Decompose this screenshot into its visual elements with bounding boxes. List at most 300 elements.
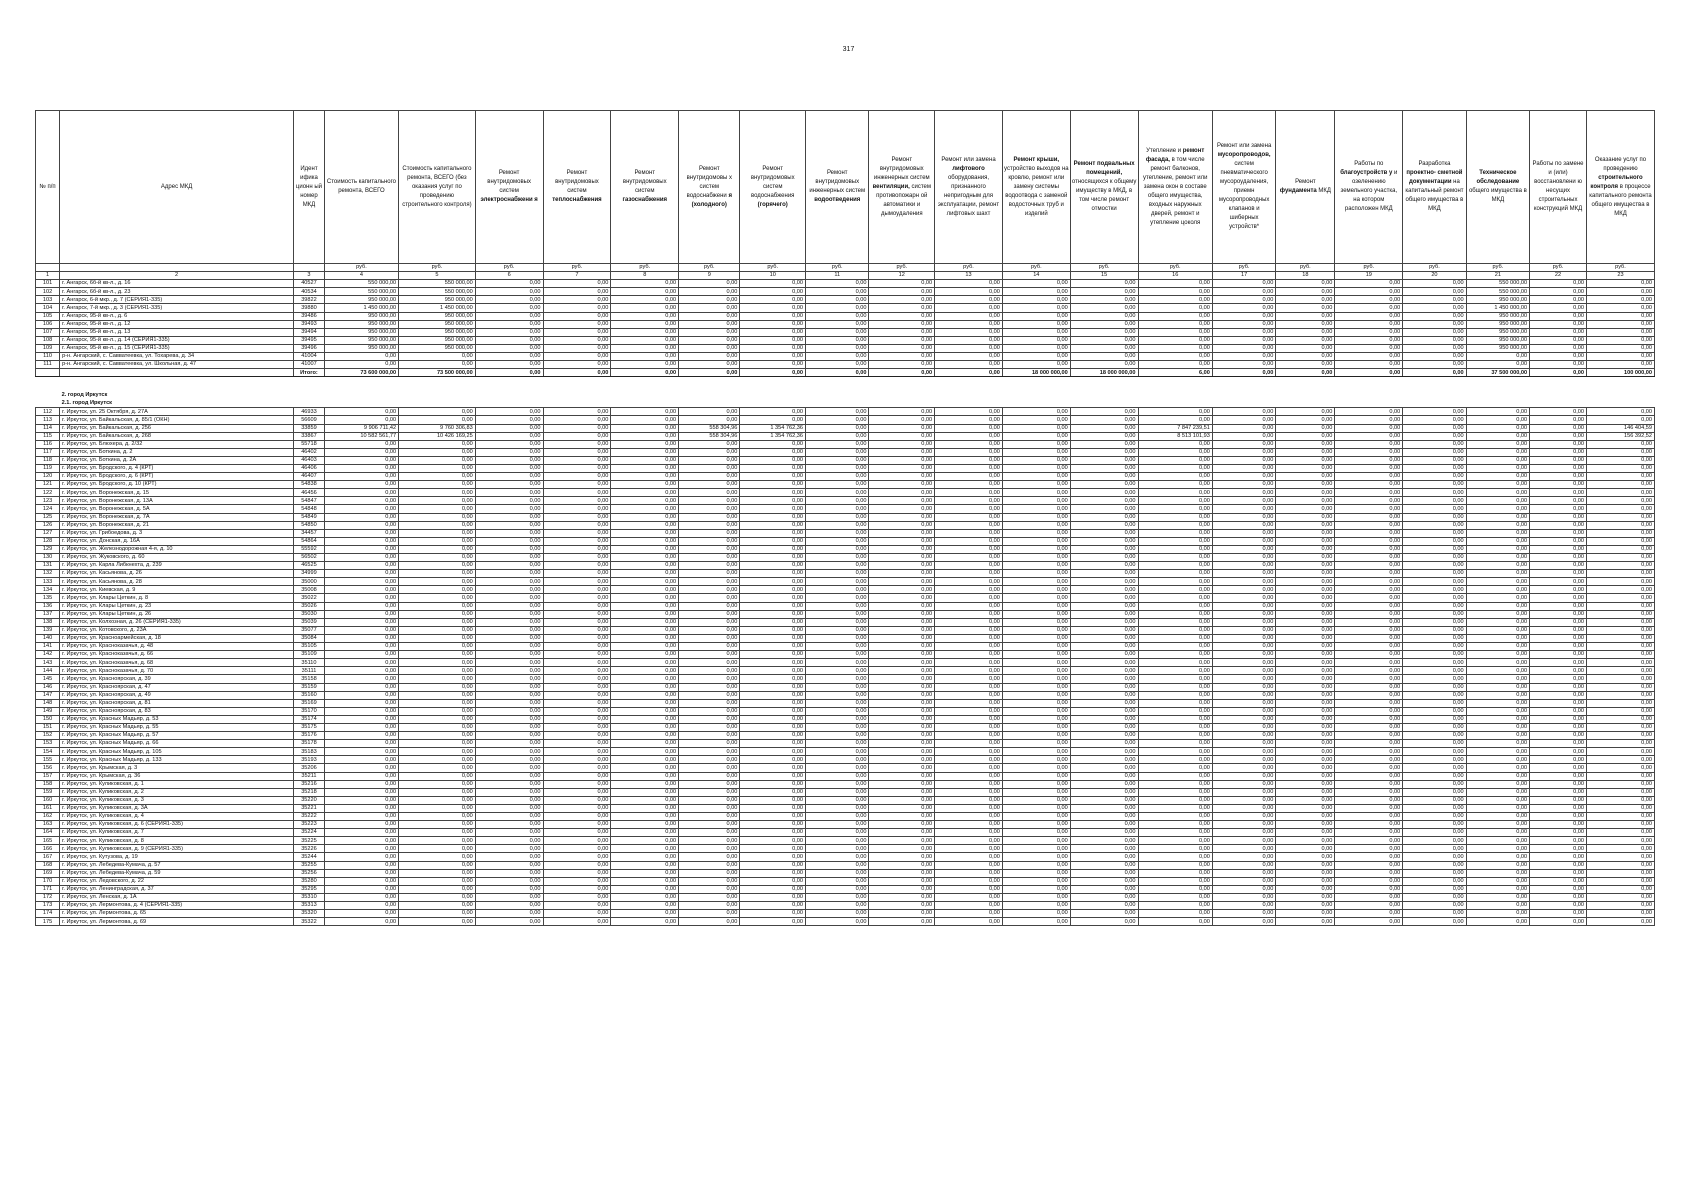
- value-cell: 558 304,96: [679, 432, 740, 440]
- value-cell: 0,00: [324, 788, 398, 796]
- value-cell: 0,00: [1276, 740, 1335, 748]
- value-cell: 0,00: [399, 813, 476, 821]
- value-cell: 0,00: [935, 780, 1003, 788]
- value-cell: 0,00: [1586, 634, 1654, 642]
- value-cell: 0,00: [475, 651, 543, 659]
- value-cell: 0,00: [1212, 586, 1275, 594]
- value-cell: 0,00: [1070, 505, 1138, 513]
- value-cell: 0,00: [611, 513, 679, 521]
- value-cell: 0,00: [1466, 545, 1529, 553]
- column-header-text: Ремонт или замена: [941, 156, 996, 163]
- value-cell: 0,00: [399, 529, 476, 537]
- value-cell: 0,00: [1276, 877, 1335, 885]
- value-cell: 0,00: [935, 464, 1003, 472]
- value-cell: 0,00: [1276, 570, 1335, 578]
- value-cell: 0,00: [806, 732, 869, 740]
- value-cell: 0,00: [399, 837, 476, 845]
- value-cell: 0,00: [1586, 683, 1654, 691]
- value-cell: 0,00: [543, 481, 611, 489]
- value-cell: 0,00: [679, 764, 740, 772]
- value-cell: 0,00: [1403, 456, 1466, 464]
- column-number-cell: 20: [1403, 272, 1466, 280]
- units-row: [36, 264, 1655, 272]
- table-row: [36, 732, 1655, 740]
- address-cell: г. Иркутск, ул. Красноярская, д. 49: [60, 691, 294, 699]
- value-cell: 0,00: [740, 296, 806, 304]
- column-header-text: относящихся к общему имуществу в МКД, в том числе ремонт отмостки: [1071, 179, 1137, 212]
- value-cell: 0,00: [611, 659, 679, 667]
- value-cell: 0,00: [740, 312, 806, 320]
- value-cell: 0,00: [1070, 788, 1138, 796]
- value-cell: 0,00: [1466, 416, 1529, 424]
- column-header-text: мусоропроводов,: [1217, 152, 1271, 158]
- value-cell: 0,00: [1530, 821, 1587, 829]
- value-cell: 0,00: [1335, 464, 1403, 472]
- value-cell: 0,00: [740, 416, 806, 424]
- table-row: [36, 659, 1655, 667]
- value-cell: 0,00: [679, 772, 740, 780]
- column-header: [679, 111, 740, 264]
- address-cell: г. Иркутск, ул. Лермонтова, д. 69: [60, 918, 294, 926]
- value-cell: 0,00: [1586, 529, 1654, 537]
- row-number-cell: 103: [36, 296, 60, 304]
- value-cell: 0,00: [399, 489, 476, 497]
- value-cell: 0,00: [1212, 732, 1275, 740]
- value-cell: 0,00: [1002, 288, 1070, 296]
- value-cell: 0,00: [1070, 586, 1138, 594]
- value-cell: 0,00: [1138, 796, 1212, 804]
- value-cell: 0,00: [475, 408, 543, 416]
- value-cell: 0,00: [324, 683, 398, 691]
- value-cell: 0,00: [1276, 545, 1335, 553]
- value-cell: 0,00: [1530, 456, 1587, 464]
- column-header-text: Идент ифика ционн ый номер МКД: [295, 165, 323, 208]
- unit-cell: руб.: [475, 264, 543, 272]
- value-cell: 0,00: [935, 424, 1003, 432]
- value-cell: 0,00: [1070, 344, 1138, 352]
- value-cell: 0,00: [1586, 740, 1654, 748]
- value-cell: 0,00: [1466, 594, 1529, 602]
- value-cell: 0,00: [1466, 424, 1529, 432]
- value-cell: 0,00: [1335, 902, 1403, 910]
- value-cell: 950 000,00: [399, 344, 476, 352]
- column-header-text: вентиляции,: [872, 183, 910, 190]
- row-number-cell: 108: [36, 336, 60, 344]
- table-row: [36, 626, 1655, 634]
- unit-cell: руб.: [1002, 264, 1070, 272]
- value-cell: 0,00: [1335, 448, 1403, 456]
- value-cell: 0,00: [1002, 651, 1070, 659]
- value-cell: 0,00: [679, 659, 740, 667]
- id-cell: 33859: [294, 424, 325, 432]
- value-cell: 0,00: [1070, 481, 1138, 489]
- value-cell: 0,00: [1335, 312, 1403, 320]
- value-cell: 0,00: [679, 748, 740, 756]
- value-cell: 0,00: [679, 756, 740, 764]
- value-cell: 0,00: [1212, 304, 1275, 312]
- value-cell: 0,00: [1335, 554, 1403, 562]
- value-cell: 0,00: [1530, 489, 1587, 497]
- row-number-cell: 154: [36, 748, 60, 756]
- value-cell: 0,00: [324, 473, 398, 481]
- value-cell: 0,00: [679, 610, 740, 618]
- value-cell: 0,00: [1212, 885, 1275, 893]
- value-cell: 0,00: [611, 448, 679, 456]
- value-cell: 0,00: [1212, 432, 1275, 440]
- value-cell: 0,00: [679, 796, 740, 804]
- value-cell: 0,00: [935, 772, 1003, 780]
- value-cell: 0,00: [1530, 570, 1587, 578]
- table-row: [36, 280, 1655, 288]
- value-cell: 0,00: [1002, 699, 1070, 707]
- value-cell: 0,00: [1530, 715, 1587, 723]
- value-cell: 0,00: [1335, 634, 1403, 642]
- column-header-text: теплоснабжения: [552, 197, 602, 203]
- value-cell: 0,00: [1403, 416, 1466, 424]
- value-cell: 0,00: [1138, 554, 1212, 562]
- value-cell: 0,00: [1466, 788, 1529, 796]
- row-number-cell: 122: [36, 489, 60, 497]
- value-cell: 0,00: [1276, 336, 1335, 344]
- value-cell: 0,00: [475, 594, 543, 602]
- value-cell: 0,00: [1530, 861, 1587, 869]
- value-cell: 0,00: [611, 918, 679, 926]
- value-cell: 0,00: [806, 497, 869, 505]
- table-row: [36, 296, 1655, 304]
- value-cell: 0,00: [611, 545, 679, 553]
- column-header-text: Техническое обследование: [1476, 170, 1520, 185]
- table-row: [36, 570, 1655, 578]
- value-cell: 0,00: [1586, 304, 1654, 312]
- value-cell: 0,00: [869, 448, 935, 456]
- row-number-cell: 163: [36, 821, 60, 829]
- value-cell: 0,00: [1070, 464, 1138, 472]
- value-cell: 0,00: [869, 893, 935, 901]
- value-cell: 0,00: [935, 312, 1003, 320]
- address-cell: г. Иркутск, ул. Бродского, д. 6 (КРТ): [60, 473, 294, 481]
- value-cell: 0,00: [935, 344, 1003, 352]
- value-cell: 0,00: [806, 918, 869, 926]
- value-cell: 0,00: [1466, 537, 1529, 545]
- value-cell: 0,00: [869, 756, 935, 764]
- column-number-cell: 15: [1070, 272, 1138, 280]
- value-cell: 0,00: [1002, 416, 1070, 424]
- unit-cell: руб.: [806, 264, 869, 272]
- column-header-text: общего имущества в МКД: [1468, 188, 1527, 203]
- value-cell: 0,00: [806, 740, 869, 748]
- value-cell: 0,00: [324, 845, 398, 853]
- value-cell: 0,00: [1586, 788, 1654, 796]
- value-cell: 0,00: [543, 288, 611, 296]
- value-cell: 0,00: [324, 659, 398, 667]
- value-cell: 0,00: [740, 529, 806, 537]
- value-cell: 0,00: [740, 869, 806, 877]
- value-cell: 0,00: [1138, 545, 1212, 553]
- value-cell: 0,00: [1530, 634, 1587, 642]
- value-cell: 0,00: [1586, 667, 1654, 675]
- repair-cost-table: [35, 110, 1655, 926]
- value-cell: 0,00: [1586, 723, 1654, 731]
- value-cell: 100 000,00: [1586, 369, 1654, 377]
- value-cell: 0,00: [543, 562, 611, 570]
- value-cell: 0,00: [679, 570, 740, 578]
- value-cell: 0,00: [1212, 804, 1275, 812]
- table-row: [36, 796, 1655, 804]
- table-row: [36, 562, 1655, 570]
- value-cell: 0,00: [1466, 715, 1529, 723]
- value-cell: 0,00: [1212, 529, 1275, 537]
- value-cell: 0,00: [1335, 732, 1403, 740]
- value-cell: 0,00: [324, 610, 398, 618]
- value-cell: 0,00: [543, 336, 611, 344]
- value-cell: 0,00: [1466, 829, 1529, 837]
- value-cell: 0,00: [399, 353, 476, 361]
- value-cell: 0,00: [935, 837, 1003, 845]
- value-cell: 0,00: [1335, 691, 1403, 699]
- value-cell: 0,00: [935, 634, 1003, 642]
- row-number-cell: 145: [36, 675, 60, 683]
- value-cell: 0,00: [1530, 440, 1587, 448]
- value-cell: 0,00: [740, 780, 806, 788]
- value-cell: 0,00: [1403, 481, 1466, 489]
- value-cell: 0,00: [1276, 675, 1335, 683]
- value-cell: 0,00: [1002, 586, 1070, 594]
- value-cell: 0,00: [1138, 336, 1212, 344]
- value-cell: 0,00: [1276, 821, 1335, 829]
- value-cell: 18 000 000,00: [1070, 369, 1138, 377]
- value-cell: 0,00: [1530, 537, 1587, 545]
- value-cell: 0,00: [740, 772, 806, 780]
- column-header-text: Ремонт внутридомовых систем: [487, 170, 531, 194]
- value-cell: 0,00: [806, 505, 869, 513]
- value-cell: 0,00: [1466, 651, 1529, 659]
- value-cell: 0,00: [869, 456, 935, 464]
- value-cell: 0,00: [1403, 312, 1466, 320]
- table-row: [36, 594, 1655, 602]
- value-cell: 0,00: [324, 586, 398, 594]
- column-number-cell: 21: [1466, 272, 1529, 280]
- value-cell: 0,00: [324, 643, 398, 651]
- value-cell: 73 500 000,00: [399, 369, 476, 377]
- value-cell: 0,00: [1586, 288, 1654, 296]
- value-cell: 0,00: [1002, 861, 1070, 869]
- value-cell: 0,00: [1070, 618, 1138, 626]
- value-cell: 0,00: [806, 570, 869, 578]
- column-header-text: Стоимость капитального ремонта, ВСЕГО (без оказания услуг по проведению строительного контроля): [402, 165, 472, 208]
- value-cell: 0,00: [543, 813, 611, 821]
- value-cell: 0,00: [1002, 829, 1070, 837]
- value-cell: 0,00: [399, 602, 476, 610]
- value-cell: 0,00: [1070, 416, 1138, 424]
- value-cell: 0,00: [1466, 910, 1529, 918]
- value-cell: 0,00: [1070, 497, 1138, 505]
- value-cell: 0,00: [324, 829, 398, 837]
- value-cell: 0,00: [935, 845, 1003, 853]
- value-cell: 0,00: [1138, 651, 1212, 659]
- value-cell: 0,00: [324, 634, 398, 642]
- value-cell: 0,00: [543, 626, 611, 634]
- unit-cell: руб.: [543, 264, 611, 272]
- value-cell: 0,00: [543, 740, 611, 748]
- value-cell: 0,00: [1586, 804, 1654, 812]
- value-cell: 0,00: [1466, 804, 1529, 812]
- address-cell: г. Иркутск, ул. Касьянова, д. 26: [60, 570, 294, 578]
- value-cell: 0,00: [806, 643, 869, 651]
- value-cell: 0,00: [679, 312, 740, 320]
- value-cell: 0,00: [1466, 756, 1529, 764]
- value-cell: 0,00: [324, 723, 398, 731]
- value-cell: 0,00: [935, 853, 1003, 861]
- value-cell: 0,00: [679, 634, 740, 642]
- value-cell: 1 354 762,36: [740, 432, 806, 440]
- value-cell: 0,00: [543, 788, 611, 796]
- value-cell: 0,00: [324, 796, 398, 804]
- value-cell: 0,00: [324, 780, 398, 788]
- value-cell: 0,00: [1002, 634, 1070, 642]
- value-cell: 0,00: [1530, 432, 1587, 440]
- value-cell: 0,00: [1530, 521, 1587, 529]
- value-cell: 0,00: [1002, 788, 1070, 796]
- value-cell: 0,00: [806, 521, 869, 529]
- value-cell: 0,00: [1212, 408, 1275, 416]
- value-cell: 0,00: [1212, 456, 1275, 464]
- value-cell: 0,00: [1335, 280, 1403, 288]
- value-cell: 0,00: [869, 602, 935, 610]
- value-cell: 0,00: [1002, 675, 1070, 683]
- value-cell: 0,00: [1276, 869, 1335, 877]
- value-cell: 0,00: [679, 813, 740, 821]
- value-cell: 0,00: [1403, 432, 1466, 440]
- value-cell: 0,00: [806, 869, 869, 877]
- value-cell: 0,00: [935, 813, 1003, 821]
- value-cell: 0,00: [740, 537, 806, 545]
- value-cell: 0,00: [1002, 885, 1070, 893]
- value-cell: 0,00: [1212, 813, 1275, 821]
- value-cell: 0,00: [611, 707, 679, 715]
- value-cell: 0,00: [324, 853, 398, 861]
- value-cell: 0,00: [869, 521, 935, 529]
- id-cell: 54847: [294, 497, 325, 505]
- value-cell: 0,00: [1276, 312, 1335, 320]
- value-cell: 8 513 101,93: [1138, 432, 1212, 440]
- value-cell: 0,00: [1586, 780, 1654, 788]
- value-cell: 0,00: [869, 489, 935, 497]
- row-number-cell: 109: [36, 344, 60, 352]
- value-cell: 0,00: [475, 369, 543, 377]
- value-cell: 0,00: [475, 691, 543, 699]
- value-cell: 0,00: [611, 440, 679, 448]
- value-cell: 0,00: [740, 723, 806, 731]
- value-cell: 0,00: [1070, 626, 1138, 634]
- value-cell: 0,00: [740, 626, 806, 634]
- value-cell: 0,00: [679, 288, 740, 296]
- column-header-text: устройство выходов на кровлю, ремонт или замену системы водоотвода с заменой водосточных труб и изделий: [1004, 165, 1069, 217]
- column-header: [1335, 111, 1403, 264]
- value-cell: 0,00: [806, 893, 869, 901]
- table-row: [36, 691, 1655, 699]
- value-cell: 0,00: [869, 416, 935, 424]
- value-cell: 0,00: [1002, 481, 1070, 489]
- value-cell: 0,00: [1276, 715, 1335, 723]
- value-cell: 0,00: [1276, 280, 1335, 288]
- value-cell: 0,00: [1466, 353, 1529, 361]
- value-cell: 0,00: [1002, 312, 1070, 320]
- address-cell: г. Иркутск, ул. Куликовская, д. 3А: [60, 804, 294, 812]
- value-cell: 0,00: [1335, 788, 1403, 796]
- value-cell: 0,00: [740, 578, 806, 586]
- value-cell: 0,00: [1335, 344, 1403, 352]
- row-number-cell: 106: [36, 320, 60, 328]
- value-cell: 0,00: [1212, 288, 1275, 296]
- table-row: [36, 456, 1655, 464]
- row-number-cell: 124: [36, 505, 60, 513]
- column-header-text: Разработка: [1418, 161, 1451, 167]
- value-cell: 0,00: [1586, 296, 1654, 304]
- value-cell: 0,00: [1212, 821, 1275, 829]
- value-cell: 0,00: [1070, 918, 1138, 926]
- id-cell: 41007: [294, 361, 325, 369]
- value-cell: 0,00: [543, 796, 611, 804]
- value-cell: 0,00: [935, 296, 1003, 304]
- value-cell: 0,00: [1466, 570, 1529, 578]
- address-cell: г. Ангарск, 95-й кв-л., д. 14 (СЕРИЯ1-335): [60, 336, 294, 344]
- value-cell: 0,00: [399, 473, 476, 481]
- value-cell: 0,00: [1335, 424, 1403, 432]
- value-cell: 0,00: [1335, 643, 1403, 651]
- value-cell: 0,00: [1335, 440, 1403, 448]
- value-cell: 0,00: [543, 513, 611, 521]
- value-cell: 0,00: [1466, 845, 1529, 853]
- value-cell: 0,00: [1070, 594, 1138, 602]
- value-cell: 0,00: [1212, 788, 1275, 796]
- value-cell: 0,00: [543, 570, 611, 578]
- unit-cell: руб.: [1586, 264, 1654, 272]
- value-cell: 0,00: [1276, 489, 1335, 497]
- value-cell: 0,00: [475, 432, 543, 440]
- value-cell: 0,00: [1403, 554, 1466, 562]
- value-cell: 0,00: [869, 304, 935, 312]
- value-cell: 0,00: [1586, 910, 1654, 918]
- address-cell: г. Иркутск, ул. Лермонтова, д. 65: [60, 910, 294, 918]
- value-cell: 0,00: [935, 489, 1003, 497]
- value-cell: 0,00: [740, 288, 806, 296]
- id-cell: 35111: [294, 667, 325, 675]
- value-cell: 0,00: [1466, 618, 1529, 626]
- value-cell: 0,00: [935, 804, 1003, 812]
- value-cell: 0,00: [324, 489, 398, 497]
- table-row: [36, 772, 1655, 780]
- value-cell: 0,00: [1276, 643, 1335, 651]
- address-cell: г. Иркутск, ул. Воронежская, д. 7А: [60, 513, 294, 521]
- column-number-cell: 1: [36, 272, 60, 280]
- value-cell: 0,00: [869, 691, 935, 699]
- row-number-cell: 153: [36, 740, 60, 748]
- value-cell: 0,00: [324, 448, 398, 456]
- value-cell: 0,00: [475, 288, 543, 296]
- column-header: [1276, 111, 1335, 264]
- value-cell: 0,00: [740, 369, 806, 377]
- value-cell: 0,00: [1212, 893, 1275, 901]
- value-cell: 0,00: [1070, 353, 1138, 361]
- table-row: [36, 448, 1655, 456]
- value-cell: 0,00: [1212, 481, 1275, 489]
- value-cell: 0,00: [1530, 497, 1587, 505]
- address-cell: г. Иркутск, ул. Жуковского, д. 60: [60, 554, 294, 562]
- value-cell: 146 404,59: [1586, 424, 1654, 432]
- value-cell: 0,00: [1070, 675, 1138, 683]
- table-row: [36, 578, 1655, 586]
- value-cell: 0,00: [740, 320, 806, 328]
